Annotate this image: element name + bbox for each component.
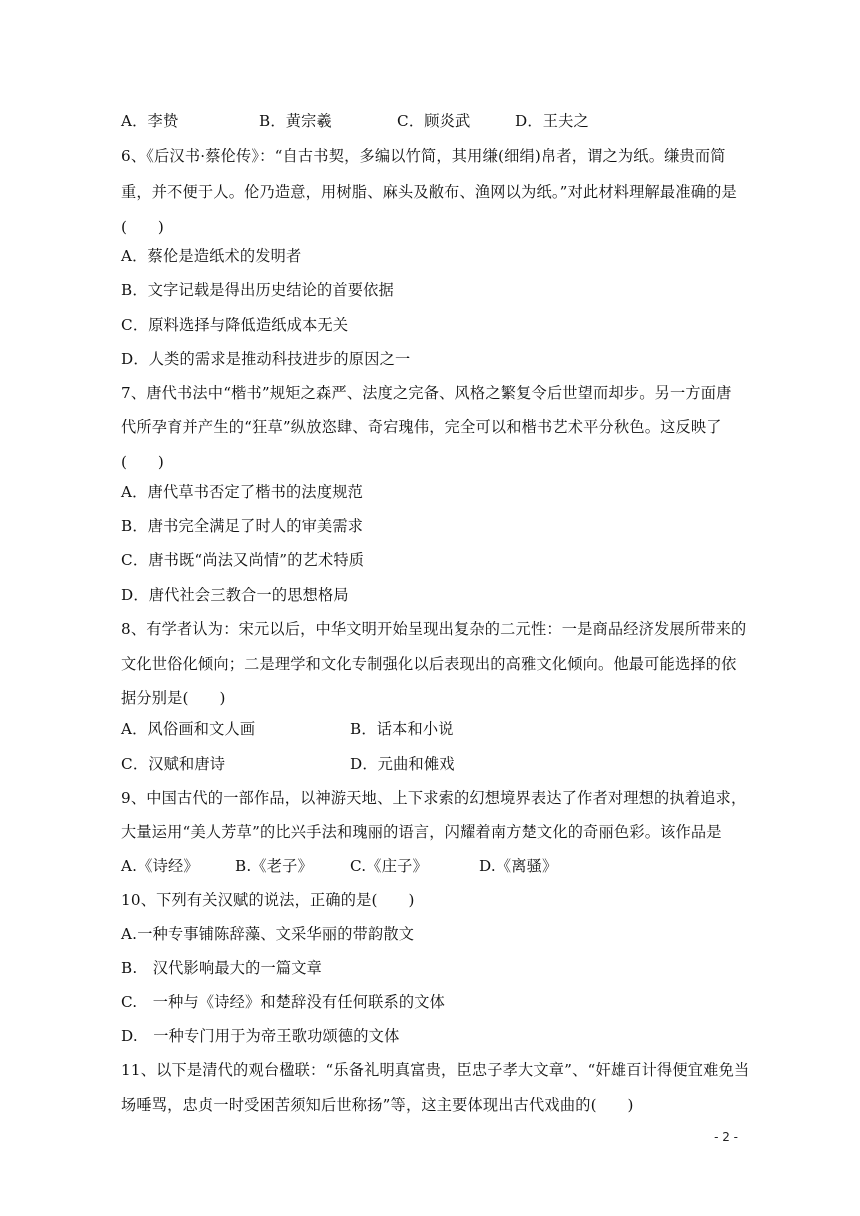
q5-option-b: B．黄宗羲 bbox=[259, 112, 332, 130]
q8-option-a: A．风俗画和文人画 bbox=[121, 720, 256, 738]
q8-stem-line-3: 据分别是( ) bbox=[121, 689, 226, 707]
q10-option-c: C. 一种与《诗经》和楚辞没有任何联系的文体 bbox=[121, 993, 446, 1011]
q6-option-d: D．人类的需求是推动科技进步的原因之一 bbox=[121, 350, 411, 368]
q7-stem-line-2: 代所孕育并产生的“狂草”纵放恣肆、奇宕瑰伟，完全可以和楷书艺术平分秋色。这反映了 bbox=[121, 418, 722, 436]
q9-option-d: D.《离骚》 bbox=[479, 857, 558, 875]
q9-stem-line-2: 大量运用“美人芳草”的比兴手法和瑰丽的语言，闪耀着南方楚文化的奇丽色彩。该作品是 bbox=[121, 823, 722, 841]
q7-answer-blank: ( ) bbox=[121, 453, 165, 471]
page-number: - 2 - bbox=[714, 1130, 738, 1144]
q5-option-c: C．顾炎武 bbox=[397, 112, 471, 130]
q9-stem-line-1: 9、中国古代的一部作品，以神游天地、上下求索的幻想境界表达了作者对理想的执着追求， bbox=[121, 789, 747, 807]
q10-option-d: D. 一种专门用于为帝王歌功颂德的文体 bbox=[121, 1027, 400, 1045]
q6-option-a: A．蔡伦是造纸术的发明者 bbox=[121, 247, 302, 265]
q6-stem-line-1: 6、《后汉书·蔡伦传》：“自古书契，多编以竹简，其用缣(细绢)帛者，谓之为纸。缣贵而简 bbox=[121, 147, 726, 165]
q11-stem-line-1: 11、以下是清代的观台楹联：“乐备礼明真富贵，臣忠子孝大文章”、“奸雄百计得便宜难免当 bbox=[121, 1061, 750, 1079]
q7-option-d: D．唐代社会三教合一的思想格局 bbox=[121, 586, 349, 604]
q9-option-c: C.《庄子》 bbox=[350, 857, 428, 875]
q5-option-d: D．王夫之 bbox=[515, 112, 589, 130]
q6-stem-line-2: 重，并不便于人。伦乃造意，用树脂、麻头及敝布、渔网以为纸。”对此材料理解最准确的是 bbox=[121, 183, 737, 201]
q10-option-a: A.一种专事铺陈辞藻、文采华丽的带韵散文 bbox=[121, 925, 415, 943]
q7-option-b: B．唐书完全满足了时人的审美需求 bbox=[121, 517, 364, 535]
q7-stem-line-1: 7、唐代书法中“楷书”规矩之森严、法度之完备、风格之繁复令后世望而却步。另一方面唐 bbox=[121, 384, 732, 402]
q8-option-c: C．汉赋和唐诗 bbox=[121, 755, 226, 773]
q9-options-row bbox=[121, 856, 721, 876]
q6-option-c: C．原料选择与降低造纸成本无关 bbox=[121, 316, 349, 334]
q8-options-row-2 bbox=[121, 754, 721, 774]
q9-option-a: A.《诗经》 bbox=[121, 857, 199, 875]
q11-stem-line-2: 场唾骂，忠贞一时受困苦须知后世称扬”等，这主要体现出古代戏曲的( ) bbox=[121, 1096, 634, 1114]
q10-option-b: B. 汉代影响最大的一篇文章 bbox=[121, 959, 323, 977]
q8-stem-line-2: 文化世俗化倾向；二是理学和文化专制强化以后表现出的高雅文化倾向。他最可能选择的依 bbox=[121, 655, 737, 673]
q8-option-b: B．话本和小说 bbox=[350, 720, 454, 738]
q6-answer-blank: ( ) bbox=[121, 218, 165, 236]
q10-stem: 10、下列有关汉赋的说法，正确的是( ) bbox=[121, 891, 415, 909]
q5-option-a: A．李贽 bbox=[121, 112, 179, 130]
q7-option-a: A．唐代草书否定了楷书的法度规范 bbox=[121, 483, 363, 501]
q6-option-b: B．文字记载是得出历史结论的首要依据 bbox=[121, 281, 394, 299]
q9-option-b: B.《老子》 bbox=[235, 857, 313, 875]
q5-options-row bbox=[121, 111, 721, 131]
q8-stem-line-1: 8、有学者认为：宋元以后，中华文明开始呈现出复杂的二元性：一是商品经济发展所带来的 bbox=[121, 620, 747, 638]
q8-options-row-1 bbox=[121, 719, 721, 739]
q8-option-d: D．元曲和傩戏 bbox=[350, 755, 455, 773]
q7-option-c: C．唐书既“尚法又尚情”的艺术特质 bbox=[121, 551, 365, 569]
